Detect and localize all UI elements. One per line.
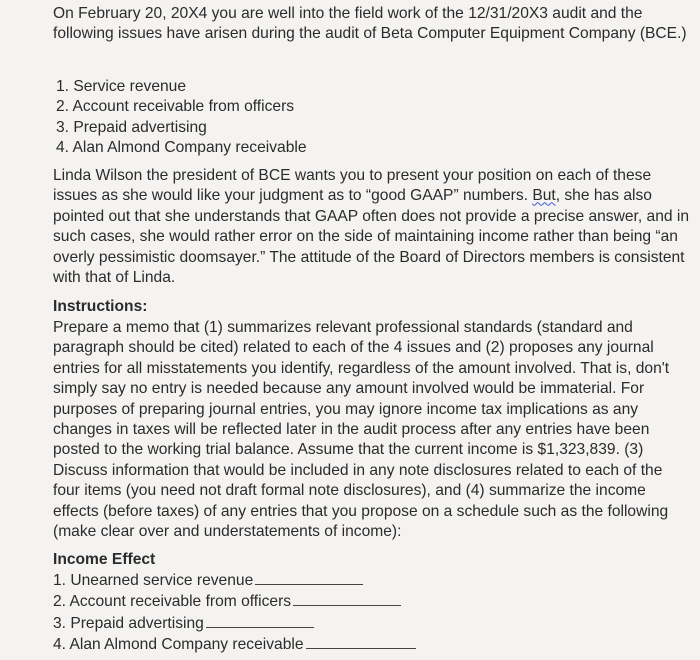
answer-blank[interactable] bbox=[293, 591, 401, 606]
income-effect-list bbox=[53, 570, 416, 656]
intro-paragraph: On February 20, 20X4 you are well into the field work of the 12/31/20X3 audit and the following issues have arisen during the audit of Beta Computer Equipment Company (BCE.) bbox=[53, 5, 687, 43]
spellcheck-flagged-word: But bbox=[532, 187, 556, 205]
income-effect-label: 2. Account receivable from officers bbox=[53, 593, 292, 611]
paragraph-text-before: Linda Wilson the president of BCE wants you to present your position on each of these issues as she would like your judgment as to “good GAAP” numbers. bbox=[53, 167, 652, 205]
income-effect-label: 4. Alan Almond Company receivable bbox=[53, 636, 304, 654]
issue-item: 4. Alan Almond Company receivable bbox=[56, 139, 307, 157]
income-effect-heading: Income Effect bbox=[53, 551, 156, 568]
instructions-heading: Instructions: bbox=[53, 298, 148, 315]
income-effect-row bbox=[53, 613, 416, 634]
paragraph-text-after: , she has also pointed out that she understands that GAAP often does not provide a precise answer, and in such cases, she would rather error on the side of maintaining income rather than being “an overly pessimistic doomsayer.” The attitude of the Board of Directors members is consistent with that of Linda. bbox=[53, 187, 690, 287]
instructions-paragraph: Prepare a memo that (1) summarizes relevant professional standards (standard and paragraph should be cited) related to each of the 4 issues and (2) proposes any journal entries for all misstatements you identify, regardless of the amount involved. That is, don't simply say no entry is needed because any amount involved would be immaterial. For purposes of preparing journal entries, you may ignore income tax implications as any changes in taxes will be reflected later in the audit process after any entries have been posted to the working trial balance. Assume that the current income is $1,323,839. (3) Discuss information that would be included in any note disclosures related to each of the four items (you need not draft formal note disclosures), and (4) summarize the income effects (before taxes) of any entries that you propose on a schedule such as the following (make clear over and understatements of income): bbox=[53, 319, 670, 541]
president-paragraph bbox=[53, 166, 693, 288]
answer-blank[interactable] bbox=[306, 634, 416, 649]
income-effect-label: 1. Unearned service revenue bbox=[53, 572, 254, 589]
issues-list bbox=[56, 77, 307, 159]
answer-blank[interactable] bbox=[255, 570, 363, 585]
income-effect-row bbox=[53, 634, 416, 655]
issue-item: 1. Service revenue bbox=[56, 78, 187, 95]
issue-item: 2. Account receivable from officers bbox=[56, 98, 295, 116]
issue-item: 3. Prepaid advertising bbox=[56, 118, 207, 136]
income-effect-row bbox=[53, 591, 416, 612]
answer-blank[interactable] bbox=[206, 613, 314, 628]
income-effect-row bbox=[53, 570, 416, 591]
income-effect-label: 3. Prepaid advertising bbox=[53, 614, 204, 632]
